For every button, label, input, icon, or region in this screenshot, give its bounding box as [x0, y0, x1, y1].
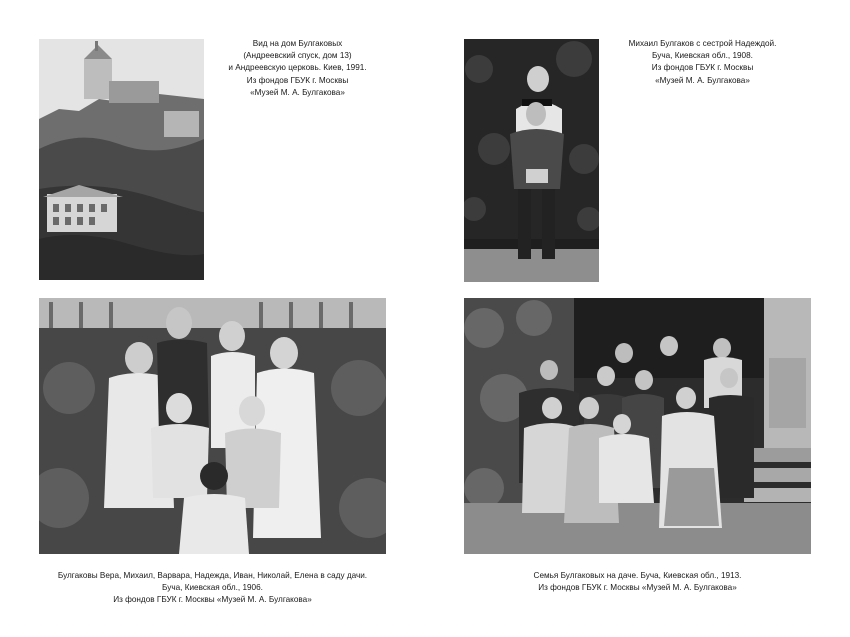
photo-bulgakov-family-dacha — [464, 298, 811, 554]
photo-bulgakov-children-garden — [39, 298, 386, 554]
photo-andreevsky-descent — [39, 39, 204, 280]
caption-bottom-right: Семья Булгаковых на даче. Буча, Киевская обл., 1913. Из фондов ГБУК г. Москвы «Музей М. А. Булгакова» — [533, 571, 742, 593]
caption-top-left: Вид на дом Булгаковых (Андреевский спуск, дом 13) и Андреевскую церковь. Киев, 1991. Из фондов ГБУК г. Москвы «Музей М. А. Булгакова» — [228, 39, 367, 97]
photo-mikhail-and-nadezhda — [464, 39, 599, 282]
caption-bottom-left: Булгаковы Вера, Михаил, Варвара, Надежда, Иван, Николай, Елена в саду дачи. Буча, Киевская обл., 1906. Из фондов ГБУК г. Москвы «Музей М. А. Булгакова» — [57, 571, 368, 605]
caption-top-right: Михаил Булгаков с сестрой Надеждой. Буча, Киевская обл., 1908. Из фондов ГБУК г. Москвы «Музей М. А. Булгакова» — [628, 39, 777, 85]
